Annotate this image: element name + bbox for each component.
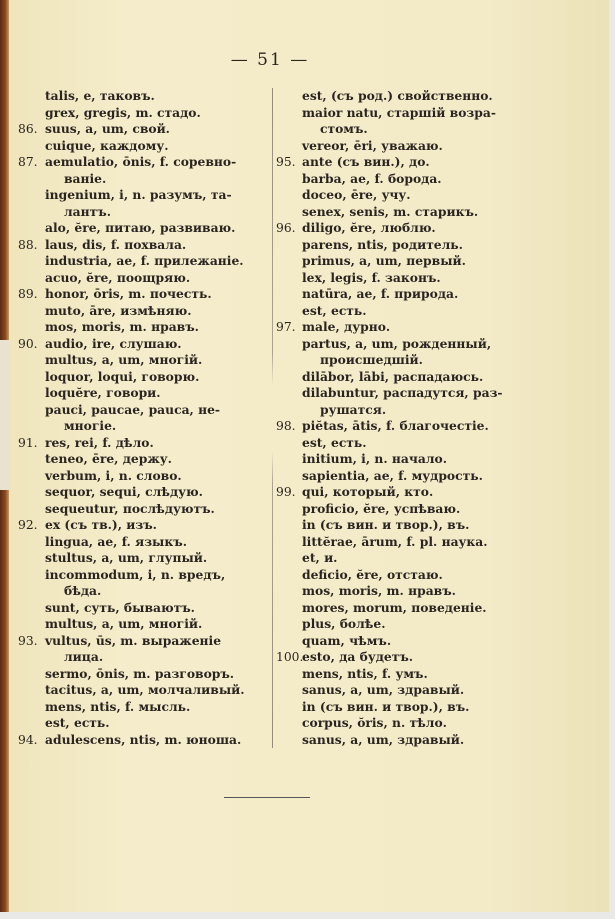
vocab-entry (276, 286, 576, 303)
entry-number: 99. (276, 485, 296, 499)
vocab-entry (276, 418, 576, 435)
vocab-entry (276, 484, 576, 501)
entry-text: mos, moris, m. нравъ. (45, 319, 199, 334)
entry-text: ванie. (64, 170, 107, 186)
vocab-entry (18, 468, 268, 485)
vocab-entry (18, 154, 268, 171)
vocab-entry (276, 187, 576, 204)
entry-text: sequor, sequi, слѣдую. (45, 484, 203, 499)
entry-text: piĕtas, ātis, f. благочестie. (302, 418, 489, 433)
vocab-entry (276, 550, 576, 567)
vocab-entry (276, 253, 576, 270)
vocab-entry (276, 171, 576, 188)
entry-text: mens, ntis, f. умъ. (302, 665, 428, 681)
vocab-entry (276, 567, 576, 584)
vocab-entry (276, 682, 576, 699)
entry-continuation (18, 204, 268, 221)
entry-text: ante (съ вин.), до. (302, 154, 430, 169)
entry-number: 89. (18, 287, 38, 301)
vocab-entry (18, 616, 268, 633)
entry-text: honor, ōris, m. почесть. (45, 286, 212, 301)
entry-text: ingenium, i, n. разумъ, та- (45, 187, 232, 202)
entry-text: loquĕre, говори. (45, 385, 161, 400)
entry-text: muto, āre, измѣняю. (45, 302, 192, 318)
entry-text: sunt, суть, бываютъ. (45, 599, 195, 615)
entry-text: plus, болѣе. (302, 616, 386, 631)
entry-text: initium, i, n. начало. (302, 451, 447, 466)
entry-text: mos, moris, m. нравъ. (302, 583, 456, 598)
vocab-entry (276, 517, 576, 534)
entry-text: incommodum, i, n. вредъ, (45, 566, 226, 582)
entry-text: рушатся. (320, 401, 387, 417)
entry-number: 91. (18, 435, 38, 450)
vocab-entry (18, 105, 268, 122)
entry-continuation (18, 649, 268, 666)
entry-continuation (18, 583, 268, 600)
vocab-entry (18, 237, 268, 254)
entry-text: esto, да будетъ. (302, 649, 414, 664)
entry-text: partus, a, um, рожденный, (302, 335, 492, 351)
entry-text: лица. (64, 649, 104, 664)
vocab-entry (276, 583, 576, 600)
vocab-entry (276, 237, 576, 254)
vocab-entry (276, 105, 576, 122)
entry-number: 86. (18, 122, 38, 136)
vocab-entry (276, 451, 576, 468)
vocab-entry (18, 187, 268, 204)
entry-text: verbum, i, n. слово. (45, 467, 182, 483)
left-column (18, 88, 268, 748)
vocab-entry (18, 633, 268, 650)
vocab-entry (276, 616, 576, 633)
entry-text: multus, a, um, многiй. (45, 352, 203, 367)
entry-text: stultus, a, um, глупый. (45, 550, 208, 565)
entry-number: 97. (276, 320, 296, 334)
vocab-entry (276, 220, 576, 237)
vocab-entry (276, 336, 576, 353)
vocab-entry (276, 732, 576, 749)
entry-text: aemulatio, ōnis, f. соревно- (45, 154, 237, 169)
vocab-entry (18, 451, 268, 468)
entry-text: est, (съ род.) свойственно. (302, 88, 493, 103)
entry-text: primus, a, um, первый. (302, 253, 466, 268)
entry-continuation (18, 171, 268, 188)
vocab-entry (276, 435, 576, 452)
entry-text: ex (съ тв.), изъ. (45, 517, 157, 532)
entry-text: barba, ae, f. борода. (302, 170, 442, 186)
vocab-entry (18, 534, 268, 551)
entry-text: pauci, paucae, pauca, не- (45, 401, 221, 417)
end-rule (224, 797, 310, 798)
vocab-entry (18, 121, 268, 138)
entry-text: sapientia, ae, f. мудрость. (302, 467, 483, 483)
vocab-entry (18, 303, 268, 320)
entry-text: est, есть. (302, 302, 367, 318)
entry-text: лантъ. (64, 203, 111, 219)
vocab-entry (18, 550, 268, 567)
vocab-entry (18, 699, 268, 716)
entry-text: стомъ. (320, 121, 368, 136)
entry-text: senex, senis, m. старикъ. (302, 203, 479, 219)
entry-text: sequeutur, послѣдуютъ. (45, 500, 215, 516)
vocab-entry (18, 567, 268, 584)
entry-text: mores, morum, поведенie. (302, 599, 487, 615)
entry-text: natūra, ae, f. природа. (302, 286, 459, 301)
vocab-entry (18, 352, 268, 369)
entry-text: многie. (64, 418, 117, 433)
entry-text: dilābor, lābi, распадаюсь. (302, 368, 484, 384)
vocab-entry (18, 715, 268, 732)
vocab-entry (276, 369, 576, 386)
vocab-entry (276, 303, 576, 320)
entry-text: sermo, ōnis, m. разговоръ. (45, 665, 235, 681)
entry-text: est, есть. (45, 715, 110, 730)
vocab-entry (276, 649, 576, 666)
entry-number: 98. (276, 419, 296, 433)
entry-text: deficio, ĕre, отстаю. (302, 566, 443, 582)
entry-text: in (съ вин. и твор.), въ. (302, 698, 470, 714)
entry-text: multus, a, um, многiй. (45, 616, 203, 631)
vocab-entry (18, 682, 268, 699)
entry-text: vereor, ēri, уважаю. (302, 137, 443, 153)
right-column (276, 88, 576, 748)
entry-text: proficio, ĕre, успѣваю. (302, 500, 461, 516)
vocab-entry (276, 270, 576, 287)
vocab-entry (18, 484, 268, 501)
vocab-entry (276, 600, 576, 617)
entry-text: alo, ĕre, питаю, развиваю. (45, 220, 236, 235)
vocab-entry (276, 88, 576, 105)
entry-text: teneo, ēre, держу. (45, 451, 172, 466)
entry-text: adulescens, ntis, m. юноша. (45, 731, 242, 747)
entry-text: industria, ae, f. прилежанie. (45, 253, 244, 268)
entry-number: 96. (276, 221, 296, 235)
vocab-entry (276, 534, 576, 551)
entry-number: 100. (276, 650, 304, 664)
entry-text: acuo, ĕre, поощряю. (45, 269, 191, 285)
entry-text: in (съ вин. и твор.), въ. (302, 517, 470, 532)
vocab-entry (18, 517, 268, 534)
entry-continuation (276, 402, 576, 419)
vocab-entry (18, 732, 268, 749)
entry-number: 87. (18, 155, 38, 169)
entry-text: qui, который, кто. (302, 484, 434, 499)
entry-text: tacitus, a, um, молчаливый. (45, 682, 245, 697)
entry-text: quam, чѣмъ. (302, 632, 392, 648)
vocab-entry (276, 666, 576, 683)
vocab-entry (18, 501, 268, 518)
entry-text: lingua, ae, f. языкъ. (45, 533, 187, 549)
entry-text: doceo, ēre, учу. (302, 187, 411, 202)
vocab-entry (276, 385, 576, 402)
entry-text: est, есть. (302, 434, 367, 450)
vocab-entry (18, 600, 268, 617)
vocab-entry (18, 385, 268, 402)
vocab-entry (276, 468, 576, 485)
vocab-entry (18, 220, 268, 237)
entry-text: littĕrae, ārum, f. pl. наука. (302, 533, 488, 549)
entry-text: бѣда. (64, 583, 102, 598)
entry-continuation (18, 418, 268, 435)
entry-text: vultus, ūs, m. выраженie (45, 632, 222, 648)
vocab-entry (18, 319, 268, 336)
entry-text: maior natu, старшiй возра- (302, 104, 496, 120)
vocab-entry (276, 501, 576, 518)
entry-text: dilabuntur, распадутся, раз- (302, 385, 503, 400)
entry-text: talis, e, таковъ. (45, 88, 155, 103)
entry-text: происшедшiй. (320, 352, 423, 367)
vocab-entry (18, 270, 268, 287)
vocab-entry (18, 369, 268, 386)
entry-number: 88. (18, 237, 38, 252)
column-divider (272, 88, 273, 748)
entry-text: audio, ire, слушаю. (45, 335, 182, 351)
entry-text: lex, legis, f. законъ. (302, 269, 441, 285)
entry-text: parens, ntis, родитель. (302, 236, 463, 252)
vocab-entry (18, 402, 268, 419)
book-spine-gap (0, 340, 9, 490)
vocab-entry (276, 699, 576, 716)
entry-text: sanus, a, um, здравый. (302, 731, 465, 747)
entry-number: 93. (18, 633, 38, 648)
vocab-entry (18, 336, 268, 353)
page-number: — 51 — (230, 50, 310, 70)
vocab-entry (276, 138, 576, 155)
vocab-entry (276, 319, 576, 336)
entry-continuation (276, 352, 576, 369)
vocab-entry (276, 204, 576, 221)
entry-continuation (276, 121, 576, 138)
entry-text: corpus, ŏris, n. тѣло. (302, 715, 447, 730)
entry-text: cuique, каждому. (45, 137, 169, 153)
entry-text: male, дурно. (302, 319, 391, 334)
vocab-entry (18, 435, 268, 452)
vocab-entry (18, 286, 268, 303)
vocab-entry (18, 138, 268, 155)
entry-number: 92. (18, 518, 38, 532)
vocab-entry (276, 154, 576, 171)
entry-text: res, rei, f. дѣло. (45, 434, 154, 450)
entry-text: loquor, loqui, говорю. (45, 368, 200, 384)
entry-text: sanus, a, um, здравый. (302, 682, 465, 697)
entry-text: mens, ntis, f. мысль. (45, 698, 191, 714)
entry-text: grex, gregis, m. стадо. (45, 104, 201, 120)
entry-text: suus, a, um, свой. (45, 121, 170, 136)
entry-text: diligo, ĕre, люблю. (302, 220, 436, 235)
vocab-entry (276, 715, 576, 732)
entry-number: 94. (18, 732, 38, 747)
vocab-entry (18, 666, 268, 683)
entry-text: et, и. (302, 550, 338, 565)
vocab-entry (276, 633, 576, 650)
vocab-entry (18, 88, 268, 105)
entry-number: 95. (276, 155, 296, 169)
vocab-entry (18, 253, 268, 270)
entry-text: laus, dis, f. похвала. (45, 236, 187, 252)
entry-number: 90. (18, 336, 38, 351)
